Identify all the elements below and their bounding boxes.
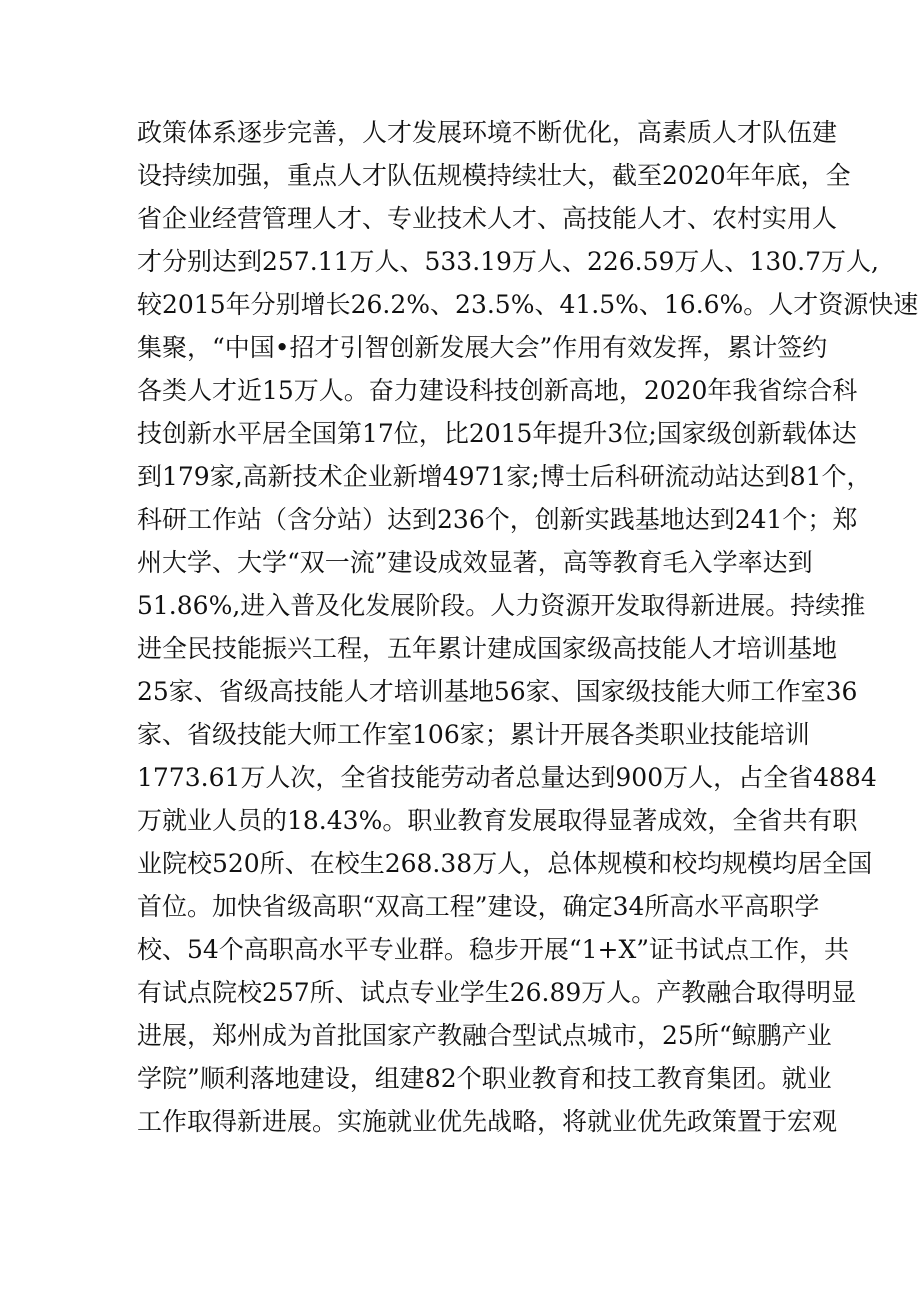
text-line: 有试点院校257所、试点专业学生26.89万人。产教融合取得明显	[137, 978, 857, 1007]
text-line: 设持续加强，重点人才队伍规模持续壮大，截至2020年年底，全	[137, 161, 851, 190]
text-line: 进全民技能振兴工程，五年累计建成国家级高技能人才培训基地	[137, 634, 838, 663]
text-line: 51.86%,进入普及化发展阶段。人力资源开发取得新进展。持续推	[137, 591, 866, 620]
text-line: 万就业人员的18.43%。职业教育发展取得显著成效，全省共有职	[137, 806, 858, 835]
text-line: 首位。加快省级高职“双高工程”建设，确定34所高水平高职学	[137, 892, 820, 921]
text-line: 家、省级技能大师工作室106家；累计开展各类职业技能培训	[137, 720, 810, 749]
text-line: 各类人才近15万人。奋力建设科技创新高地，2020年我省综合科	[137, 376, 858, 405]
text-line: 较2015年分别增长26.2%、23.5%、41.5%、16.6%。人才资源快速	[137, 290, 919, 319]
text-line: 集聚，“中国•招才引智创新发展大会”作用有效发挥，累计签约	[137, 333, 828, 362]
text-line: 政策体系逐步完善，人才发展环境不断优化，高素质人才队伍建	[137, 118, 838, 147]
text-line: 工作取得新进展。实施就业优先战略，将就业优先政策置于宏观	[137, 1107, 838, 1136]
text-line: 省企业经营管理人才、专业技术人才、高技能人才、农村实用人	[137, 204, 838, 233]
text-line: 技创新水平居全国第17位，比2015年提升3位;国家级创新载体达	[137, 419, 857, 448]
text-line: 业院校520所、在校生268.38万人，总体规模和校均规模均居全国	[137, 849, 873, 878]
text-line: 到179家,高新技术企业新增4971家;博士后科研流动站达到81个，	[137, 462, 872, 491]
text-line: 25家、省级高技能人才培训基地56家、国家级技能大师工作室36	[137, 677, 858, 706]
text-line: 才分别达到257.11万人、533.19万人、226.59万人、130.7万人,	[137, 247, 879, 276]
body-paragraph	[137, 111, 919, 1143]
text-line: 1773.61万人次，全省技能劳动者总量达到900万人，占全省4884	[137, 763, 877, 792]
text-line: 科研工作站（含分站）达到236个，创新实践基地达到241个；郑	[137, 505, 858, 534]
text-line: 州大学、大学“双一流”建设成效显著，高等教育毛入学率达到	[137, 548, 813, 577]
text-line: 校、54个高职高水平专业群。稳步开展“1+X”证书试点工作，共	[137, 935, 850, 964]
text-line: 学院”顺利落地建设，组建82个职业教育和技工教育集团。就业	[137, 1064, 832, 1093]
text-line: 进展，郑州成为首批国家产教融合型试点城市，25所“鲸鹏产业	[137, 1021, 832, 1050]
